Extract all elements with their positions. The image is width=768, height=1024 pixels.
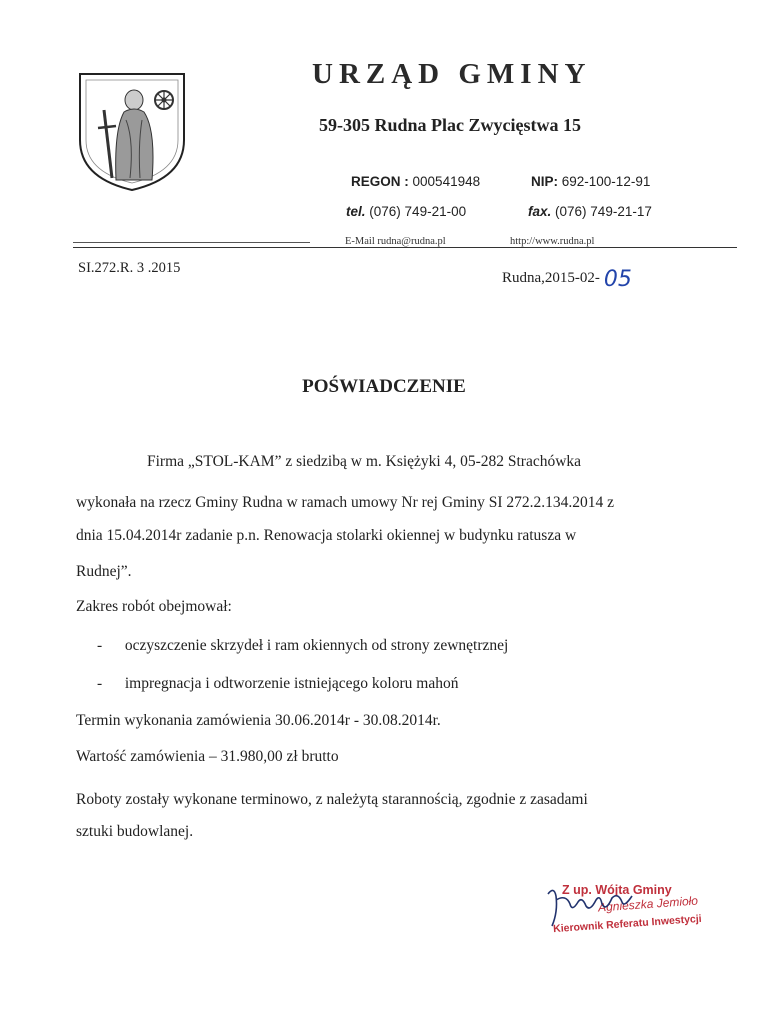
fax-label: fax. [528,204,552,219]
document-heading: POŚWIADCZENIE [302,376,466,397]
list-item-text: oczyszczenie skrzydeł i ram okiennych od strony zewnętrznej [124,637,509,654]
reference-number: SI.272.R. 3 .2015 [78,260,181,276]
date-prefix: Rudna,2015-02- [502,270,600,286]
order-value: Wartość zamówienia – 31.980,00 zł brutto [76,748,339,765]
closing-line: Roboty zostały wykonane terminowo, z należytą starannością, zgodnie z zasadami [76,791,588,808]
header-rule-short [73,242,310,243]
fax-value: (076) 749-21-17 [555,204,652,219]
header-rule [73,247,737,248]
closing-line: sztuki budowlanej. [76,823,194,840]
nip-label: NIP: [531,174,558,189]
stamp-name: Agnieszka Jemioło [597,893,699,915]
nip [531,174,650,189]
tel-value: (076) 749-21-00 [369,204,467,219]
telephone [346,204,466,219]
regon [351,174,480,189]
document-date [502,263,632,292]
handwritten-day: 05 [603,267,632,292]
coat-of-arms-icon [76,70,188,194]
body-line: dnia 15.04.2014r zadanie p.n. Renowacja stolarki okiennej w budynku ratusza w [76,527,577,544]
stamp-authorization: Z up. Wójta Gminy [562,883,672,897]
completion-term: Termin wykonania zamówienia 30.06.2014r - 30.08.2014r. [76,712,441,729]
office-address: 59-305 Rudna Plac Zwycięstwa 15 [319,115,581,135]
fax [528,204,652,219]
signature-icon [540,882,650,932]
body-line: Firma „STOL-KAM” z siedzibą w m. Księżyki 4, 05-282 Strachówka [147,453,582,470]
bullet-marker: - [97,637,103,654]
list-item [97,675,458,693]
stamp-position: Kierownik Referatu Inwestycji [552,912,703,936]
list-item [97,637,508,655]
body-line: wykonała na rzecz Gminy Rudna w ramach umowy Nr rej Gminy SI 272.2.134.2014 z [76,494,615,511]
tel-label: tel. [346,204,366,219]
nip-value: 692-100-12-91 [561,174,651,189]
scope-heading: Zakres robót obejmował: [76,598,232,615]
website-address: http://www.rudna.pl [510,236,595,247]
list-item-text: impregnacja i odtworzenie istniejącego koloru mahoń [124,675,459,692]
regon-label: REGON : [351,174,409,189]
email-address: E-Mail rudna@rudna.pl [345,236,446,247]
regon-value: 000541948 [412,174,481,189]
body-line: Rudnej”. [76,563,132,580]
office-title: URZĄD GMINY [312,58,592,90]
bullet-marker: - [97,675,103,692]
